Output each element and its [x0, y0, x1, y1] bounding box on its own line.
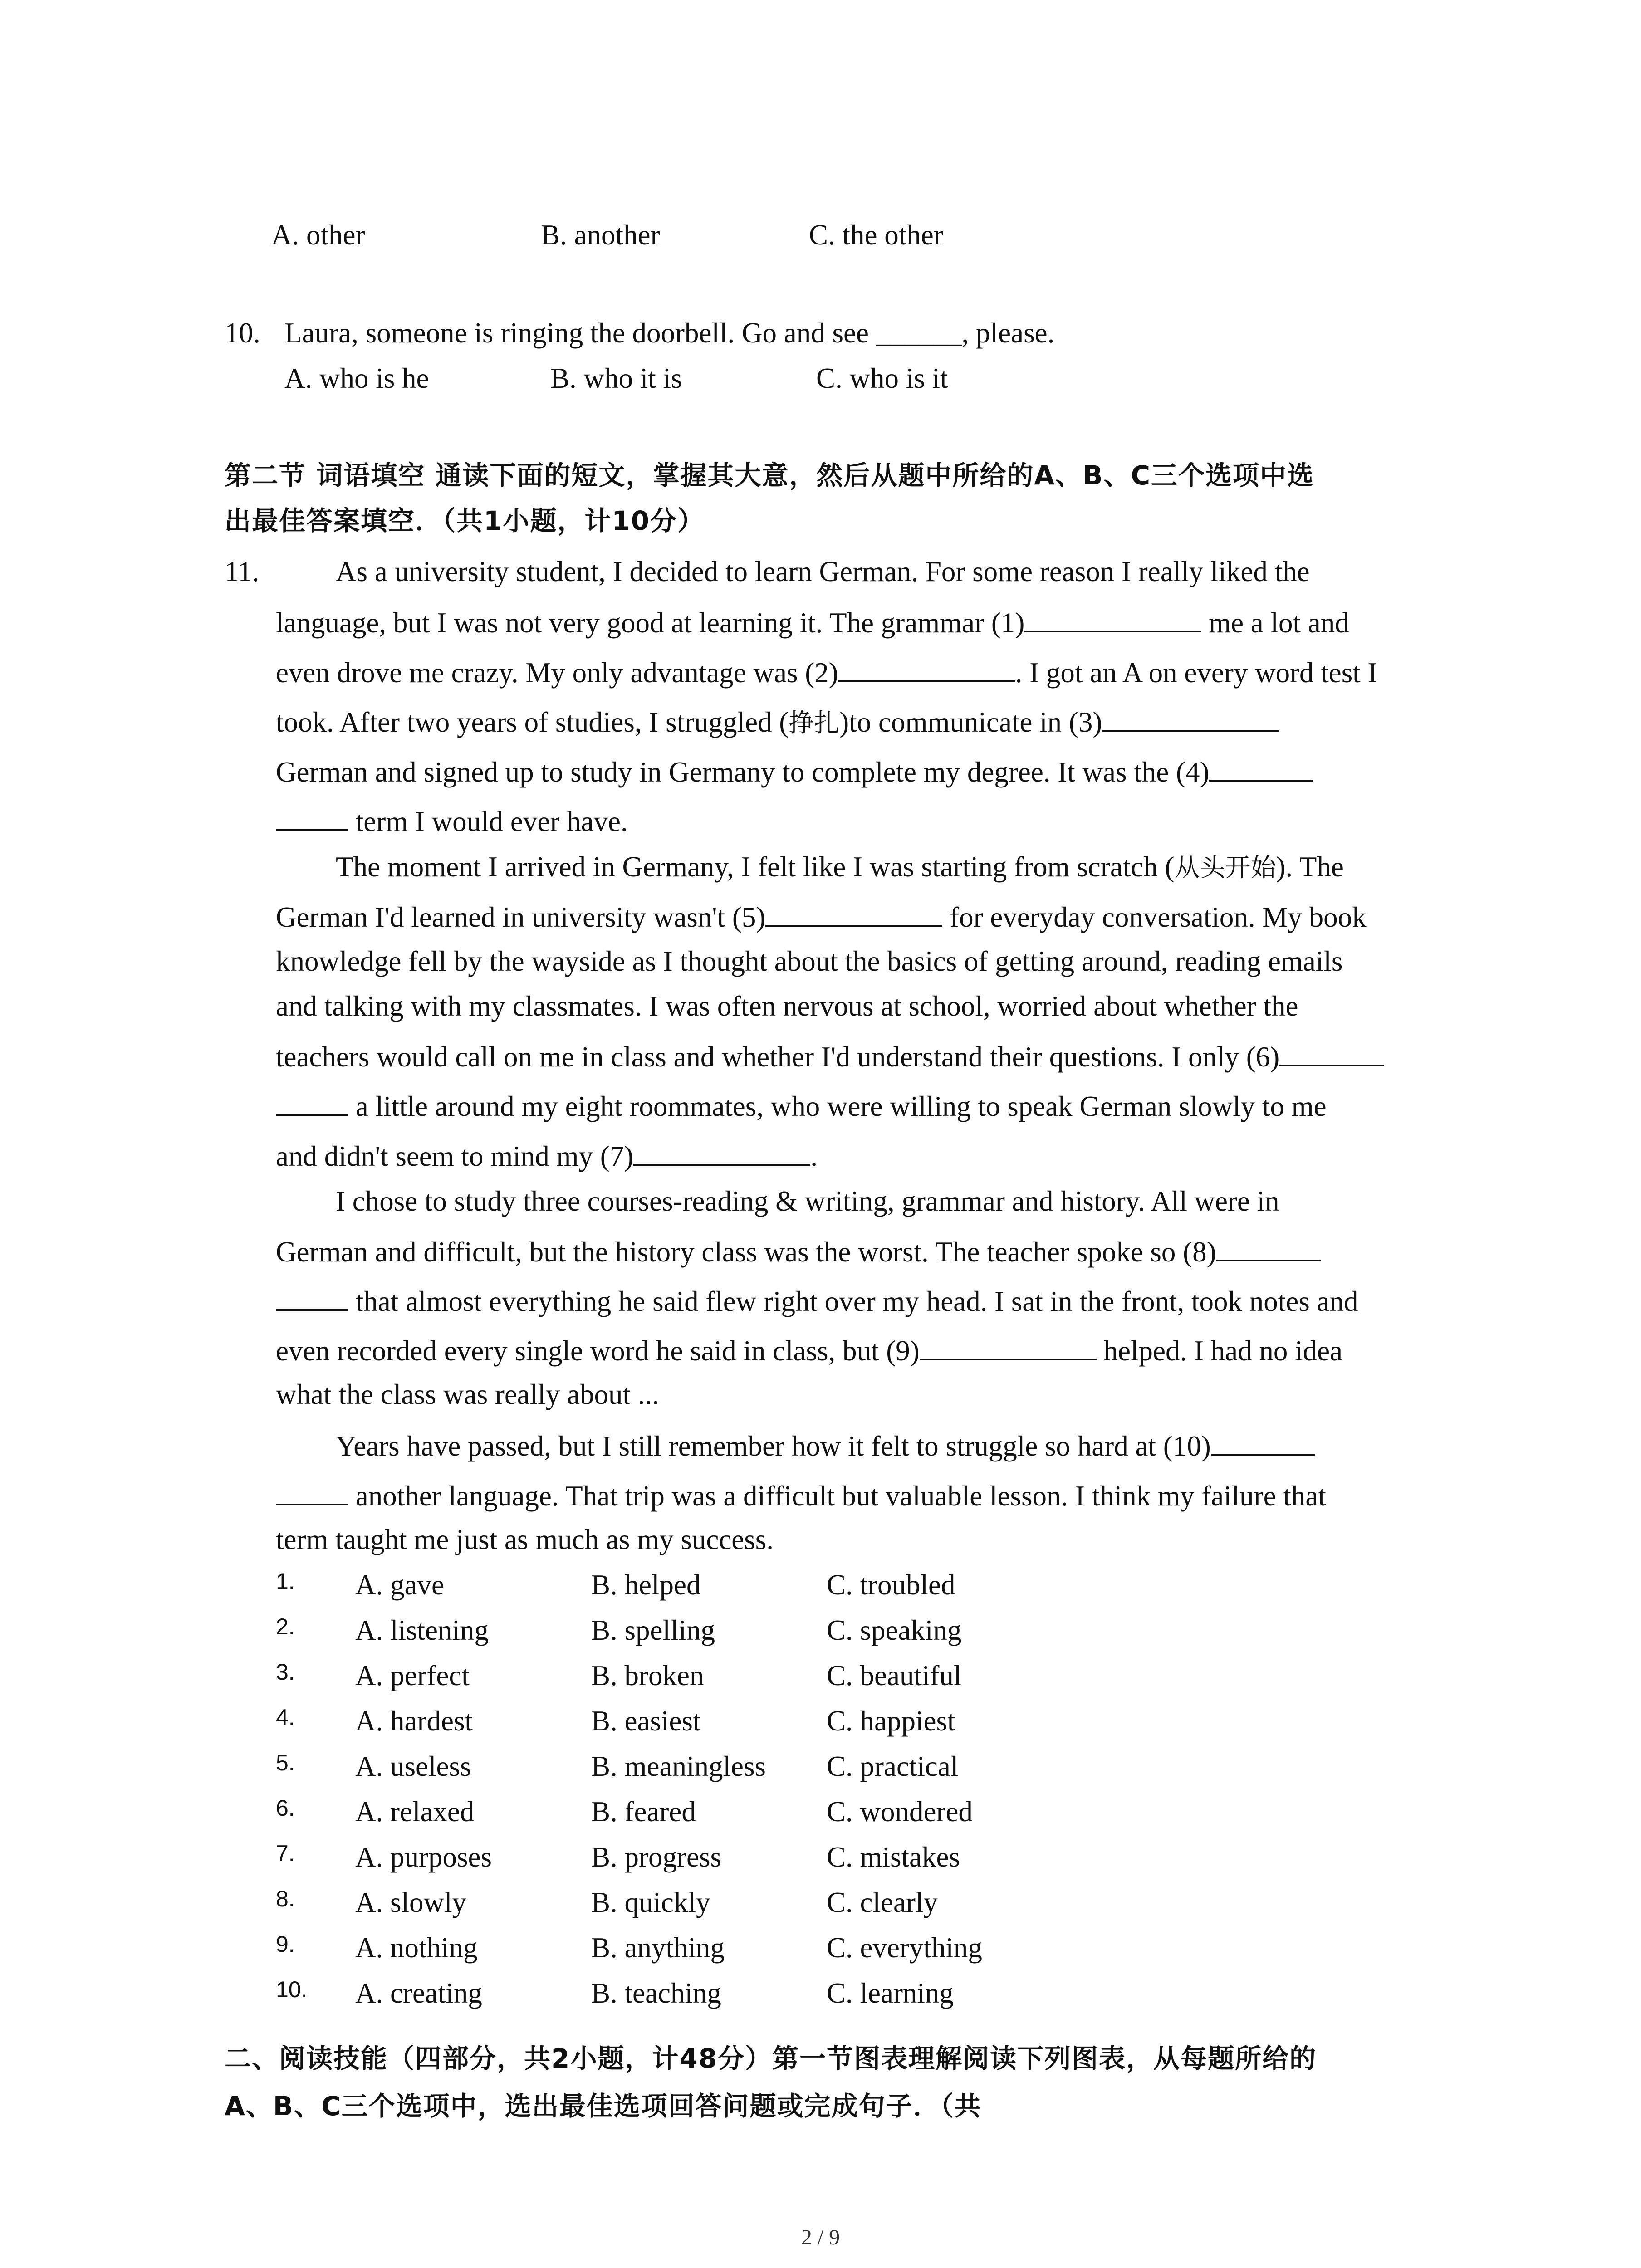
q11-number: 11. [225, 556, 260, 587]
choice-option-b[interactable]: B. quickly [591, 1887, 710, 1918]
passage-line [276, 1331, 1342, 1369]
choice-number: 10. [276, 1977, 308, 2002]
choice-option-b[interactable]: B. spelling [591, 1614, 715, 1646]
choice-option-c[interactable]: C. practical [827, 1750, 959, 1782]
choice-option-a[interactable]: A. listening [355, 1614, 489, 1646]
choice-option-a[interactable]: A. creating [355, 1977, 482, 2009]
q9-option-c: C. the other [809, 219, 943, 251]
blank-7[interactable] [633, 1137, 810, 1166]
q10-option-c: C. who is it [816, 362, 948, 394]
passage-text: ). The [1276, 851, 1344, 883]
part2-heading-line1: 二、阅读技能（四部分，共2小题，计48分）第一节图表理解阅读下列图表，从每题所给的 [225, 2043, 1317, 2074]
passage-text: German and difficult, but the history class was the worst. The teacher spoke so (8) [276, 1236, 1216, 1268]
choice-option-c[interactable]: C. wondered [827, 1796, 973, 1828]
blank-3[interactable] [1102, 703, 1279, 732]
choice-option-a[interactable]: A. nothing [355, 1932, 478, 1964]
blank-6-part1[interactable] [1279, 1037, 1384, 1066]
section2-heading-line2: 出最佳答案填空．（共1小题，计10分） [225, 505, 705, 536]
q10-stem [225, 315, 1054, 351]
choice-option-b[interactable]: B. broken [591, 1660, 704, 1691]
passage-line: what the class was really about ... [276, 1378, 659, 1410]
choice-option-b[interactable]: B. meaningless [591, 1750, 766, 1782]
passage-text: teachers would call on me in class and whether I'd understand their questions. I only (6) [276, 1041, 1280, 1073]
passage-line [276, 1037, 1384, 1075]
choice-number: 4. [276, 1705, 295, 1730]
choice-option-c[interactable]: C. mistakes [827, 1841, 960, 1873]
choice-option-c[interactable]: C. troubled [827, 1569, 955, 1601]
passage-line [336, 849, 1344, 886]
passage-text: and didn't seem to mind my (7) [276, 1140, 634, 1172]
blank-6-part2[interactable] [276, 1087, 348, 1116]
passage-text: another language. That trip was a difficult but valuable lesson. I think my failure that [348, 1480, 1326, 1512]
choice-option-a[interactable]: A. perfect [355, 1660, 470, 1691]
choice-option-b[interactable]: B. helped [591, 1569, 701, 1601]
passage-text: . [810, 1140, 818, 1172]
passage-line [276, 703, 1279, 742]
choice-option-c[interactable]: C. speaking [827, 1614, 962, 1646]
passage-line [276, 898, 1367, 935]
blank-4-part1[interactable] [1209, 753, 1313, 782]
passage-line [276, 1087, 1327, 1124]
passage-line: knowledge fell by the wayside as I thought about the basics of getting around, reading emails [276, 945, 1343, 977]
choice-option-a[interactable]: A. gave [355, 1569, 444, 1601]
choice-number: 3. [276, 1659, 295, 1685]
passage-line: I chose to study three courses-reading & writing, grammar and history. All were in [336, 1185, 1279, 1217]
choice-number: 8. [276, 1886, 295, 1911]
blank-10-part2[interactable] [276, 1476, 348, 1505]
passage-line: As a university student, I decided to learn German. For some reason I really liked the [336, 556, 1310, 587]
choice-option-c[interactable]: C. beautiful [827, 1660, 962, 1691]
blank-10-part1[interactable] [1211, 1427, 1315, 1456]
passage-line [276, 1282, 1358, 1320]
passage-text: )to communicate in (3) [839, 706, 1102, 738]
q10-text-before: Laura, someone is ringing the doorbell. Go and see [284, 317, 876, 349]
blank-9[interactable] [920, 1331, 1097, 1360]
passage-text: took. After two years of studies, I struggled ( [276, 706, 789, 738]
choice-option-b[interactable]: B. teaching [591, 1977, 721, 2009]
section2-heading-line1: 第二节 词语填空 通读下面的短文，掌握其大意，然后从题中所给的A、B、C三个选项中选 [225, 460, 1315, 491]
choice-option-a[interactable]: A. hardest [355, 1705, 473, 1737]
q10-blank: ______ [876, 317, 962, 349]
passage-line [276, 603, 1349, 641]
passage-text: German and signed up to study in Germany to complete my degree. It was the (4) [276, 756, 1210, 788]
choice-number: 9. [276, 1931, 295, 1957]
passage-text: German I'd learned in university wasn't (5) [276, 901, 766, 933]
choice-option-b[interactable]: B. easiest [591, 1705, 701, 1737]
q10-text-after: , please. [961, 317, 1055, 349]
passage-line [276, 1232, 1321, 1270]
passage-text: helped. I had no idea [1096, 1335, 1343, 1367]
passage-text: . I got an A on every word test I [1015, 657, 1377, 689]
choice-number: 2. [276, 1614, 295, 1639]
passage-text: term I would ever have. [348, 806, 628, 837]
choice-number: 7. [276, 1841, 295, 1866]
passage-text: language, but I was not very good at learning it. The grammar (1) [276, 607, 1025, 639]
choice-option-a[interactable]: A. slowly [355, 1887, 467, 1918]
blank-4-part2[interactable] [276, 802, 348, 831]
passage-line [276, 802, 628, 840]
passage-line [276, 1476, 1326, 1514]
q10-option-a: A. who is he [284, 362, 429, 394]
passage-text: Years have passed, but I still remember how it felt to struggle so hard at (10) [336, 1430, 1211, 1462]
choice-option-c[interactable]: C. happiest [827, 1705, 955, 1737]
passage-text: a little around my eight roommates, who were willing to speak German slowly to me [348, 1090, 1327, 1122]
chinese-gloss: 从头开始 [1174, 853, 1276, 883]
choice-option-b[interactable]: B. progress [591, 1841, 721, 1873]
passage-text: me a lot and [1201, 607, 1349, 639]
choice-number: 1. [276, 1569, 295, 1594]
choice-number: 6. [276, 1795, 295, 1821]
q9-option-b: B. another [541, 219, 660, 251]
choice-option-a[interactable]: A. relaxed [355, 1796, 475, 1828]
blank-5[interactable] [765, 898, 942, 927]
passage-text: for everyday conversation. My book [942, 901, 1367, 933]
choice-option-c[interactable]: C. clearly [827, 1887, 938, 1918]
passage-line [276, 1137, 818, 1174]
passage-text: that almost everything he said flew right over my head. I sat in the front, took notes and [348, 1286, 1358, 1317]
choice-option-a[interactable]: A. useless [355, 1750, 471, 1782]
choice-option-a[interactable]: A. purposes [355, 1841, 492, 1873]
passage-line [336, 1427, 1315, 1464]
q10-number: 10. [225, 317, 260, 349]
passage-line: term taught me just as much as my success. [276, 1524, 774, 1555]
choice-option-c[interactable]: C. everything [827, 1932, 982, 1964]
q10-option-b: B. who it is [550, 362, 682, 394]
passage-line: and talking with my classmates. I was often nervous at school, worried about whether the [276, 990, 1298, 1022]
q9-option-a: A. other [271, 219, 365, 251]
blank-1[interactable] [1024, 603, 1201, 632]
choice-option-c[interactable]: C. learning [827, 1977, 954, 2009]
chinese-gloss: 挣扎 [789, 709, 840, 738]
blank-2[interactable] [838, 653, 1015, 682]
blank-8-part2[interactable] [276, 1282, 348, 1311]
page-number: 2 / 9 [801, 2225, 840, 2249]
passage-text: even recorded every single word he said in class, but (9) [276, 1335, 920, 1367]
part2-heading-line2: A、B、C三个选项中，选出最佳选项回答问题或完成句子．（共 [225, 2091, 982, 2121]
choice-option-b[interactable]: B. anything [591, 1932, 725, 1964]
choice-number: 5. [276, 1750, 295, 1775]
passage-line [276, 653, 1377, 691]
blank-8-part1[interactable] [1216, 1232, 1321, 1261]
passage-text: even drove me crazy. My only advantage was (2) [276, 657, 838, 689]
choice-option-b[interactable]: B. feared [591, 1796, 696, 1828]
passage-text: The moment I arrived in Germany, I felt like I was starting from scratch ( [336, 851, 1175, 883]
passage-line [276, 753, 1313, 790]
